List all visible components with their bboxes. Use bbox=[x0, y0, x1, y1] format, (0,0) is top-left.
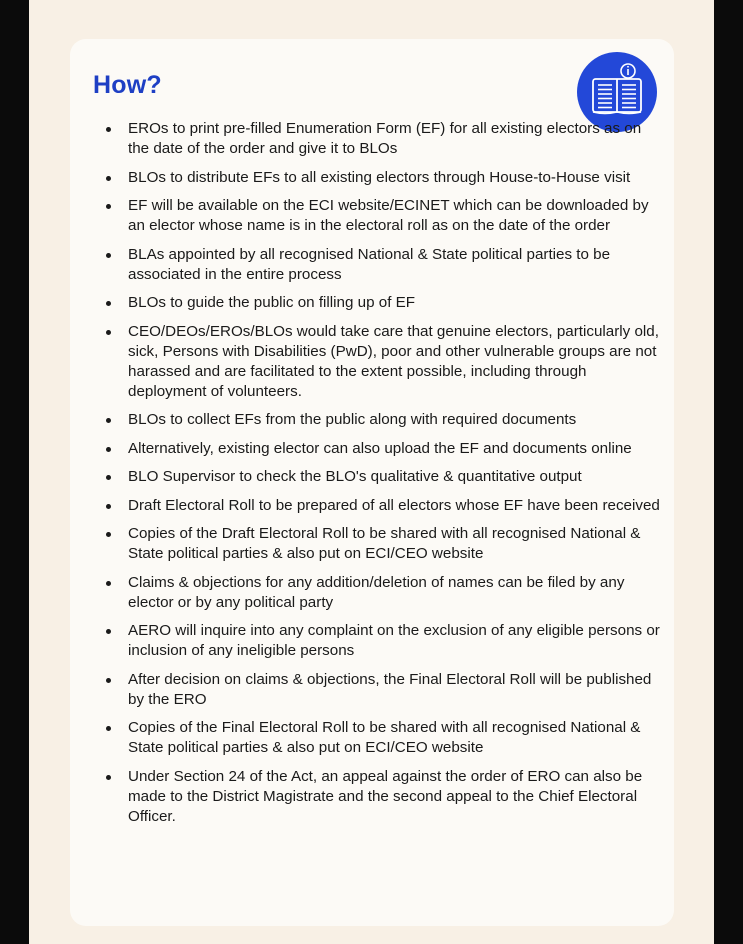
list-item: Under Section 24 of the Act, an appeal against the order of ERO can also be made to the District Magistrate and the second appeal to the Chief Electoral Officer. bbox=[106, 767, 666, 827]
list-item: BLOs to collect EFs from the public along with required documents bbox=[106, 410, 666, 430]
list-item: Alternatively, existing elector can also upload the EF and documents online bbox=[106, 439, 666, 459]
list-item: After decision on claims & objections, the Final Electoral Roll will be published by the ERO bbox=[106, 670, 666, 710]
list-item: Claims & objections for any addition/deletion of names can be filed by any elector or by any political party bbox=[106, 573, 666, 613]
list-item: Draft Electoral Roll to be prepared of all electors whose EF have been received bbox=[106, 496, 666, 516]
page-title: How? bbox=[93, 71, 162, 99]
list-item: BLAs appointed by all recognised National & State political parties to be associated in the entire process bbox=[106, 245, 666, 285]
list-item: BLO Supervisor to check the BLO's qualitative & quantitative output bbox=[106, 467, 666, 487]
list-item: Copies of the Draft Electoral Roll to be shared with all recognised National & State political parties & also put on ECI/CEO website bbox=[106, 524, 666, 564]
content-card bbox=[70, 39, 674, 926]
list-item: EROs to print pre-filled Enumeration Form (EF) for all existing electors as on the date of the order and give it to BLOs bbox=[106, 119, 666, 159]
list-item: CEO/DEOs/EROs/BLOs would take care that genuine electors, particularly old, sick, Persons with Disabilities (PwD), poor and other vulnerable groups are not harassed and are facilitated to the extent possible, including through deployment of volunteers. bbox=[106, 322, 666, 402]
list-item: BLOs to distribute EFs to all existing electors through House-to-House visit bbox=[106, 168, 666, 188]
document-page bbox=[29, 0, 714, 944]
list-item: EF will be available on the ECI website/ECINET which can be downloaded by an elector whose name is in the electoral roll as on the date of the order bbox=[106, 196, 666, 236]
bullet-list bbox=[106, 119, 666, 835]
list-item: BLOs to guide the public on filling up of EF bbox=[106, 293, 666, 313]
list-item: Copies of the Final Electoral Roll to be shared with all recognised National & State political parties & also put on ECI/CEO website bbox=[106, 718, 666, 758]
list-item: AERO will inquire into any complaint on the exclusion of any eligible persons or inclusion of any ineligible persons bbox=[106, 621, 666, 661]
